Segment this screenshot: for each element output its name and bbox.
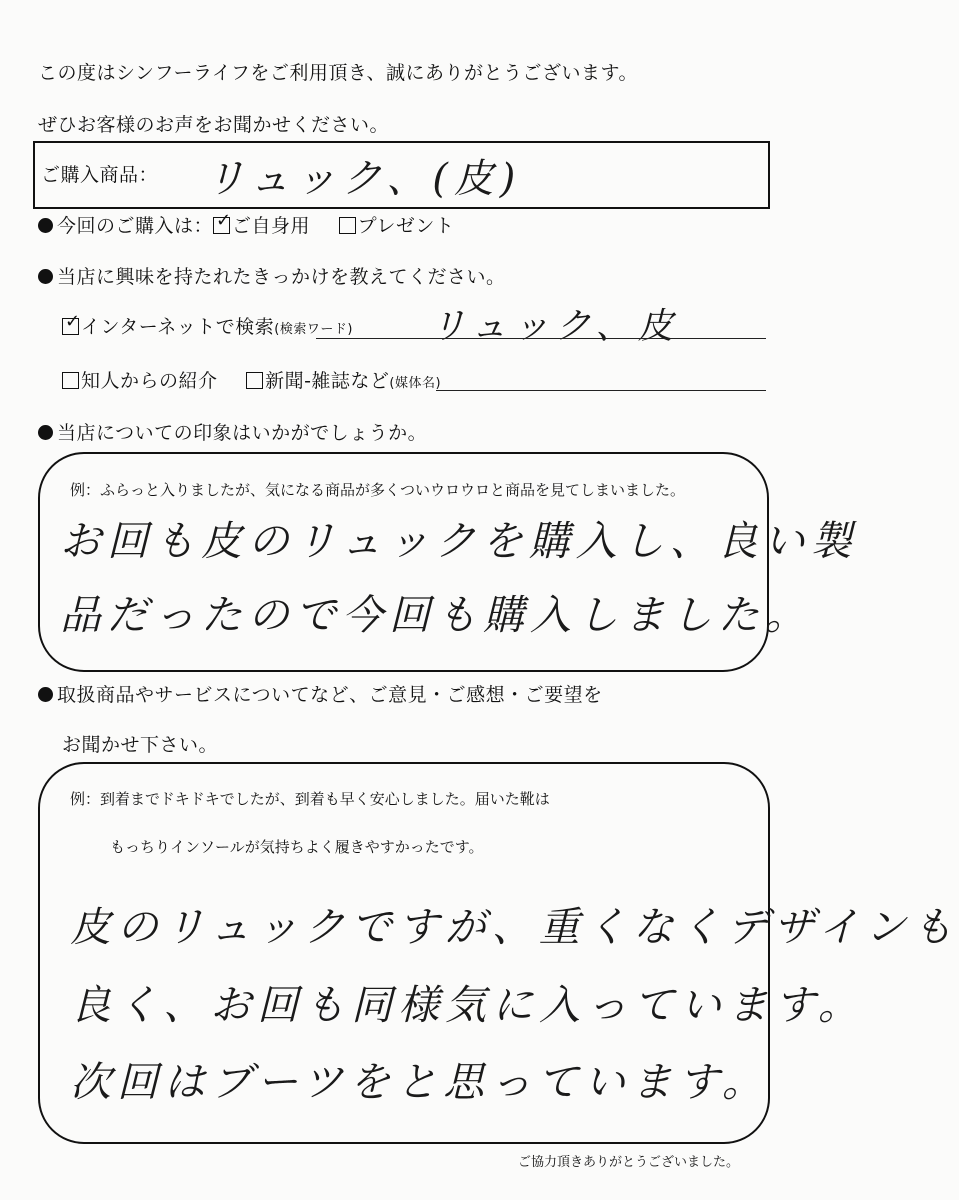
feedback-answer-line-2: 良く、お回も同様気に入っています。 xyxy=(70,981,865,1029)
feedback-answer-line-1: 皮のリュックですが、重くなくデザインも xyxy=(70,903,959,951)
intro-line-2: ぜひお客様のお声をお聞かせください。 xyxy=(38,114,390,136)
checkmark-icon: ✓ xyxy=(65,311,81,332)
media-label: 新聞‐雑誌など xyxy=(265,370,390,392)
internet-label: インターネットで検索 xyxy=(81,316,275,338)
self-use-checkbox[interactable] xyxy=(213,210,232,234)
gift-label: プレゼント xyxy=(357,215,455,237)
internet-checkbox[interactable] xyxy=(62,311,81,335)
trigger-question-row xyxy=(38,262,506,289)
product-value[interactable]: リュック、(皮) xyxy=(205,156,522,202)
impression-box[interactable] xyxy=(38,452,858,672)
impression-answer-line-2: 品だったので今回も購入しました。 xyxy=(60,591,812,639)
closing-text: ご協力頂きありがとうございました。 xyxy=(518,1155,740,1170)
friend-checkbox[interactable] xyxy=(62,372,79,389)
product-box xyxy=(33,141,770,209)
impression-question: 当店についての印象はいかがでしょうか。 xyxy=(57,422,428,444)
bullet-icon xyxy=(38,218,53,233)
self-use-label: ご自身用 xyxy=(232,215,311,237)
media-underline xyxy=(436,390,766,391)
friend-row xyxy=(62,366,441,393)
purchase-row xyxy=(38,211,454,238)
feedback-example-line-1: 例：到着までドキドキでしたが、到着も早く安心しました。届いた靴は xyxy=(70,790,550,808)
gift-checkbox[interactable] xyxy=(339,217,356,234)
bullet-icon xyxy=(38,425,53,440)
keyword-label: (検索ワード) xyxy=(274,322,353,337)
checkmark-icon: ✓ xyxy=(216,210,232,231)
purchase-question: 今回のご購入は： xyxy=(57,215,214,237)
impression-answer-line-1: お回も皮のリュックを購入し、良い製 xyxy=(60,517,858,565)
impression-question-row xyxy=(38,418,427,445)
feedback-box[interactable] xyxy=(38,762,959,1144)
product-label: ご購入商品： xyxy=(41,164,159,186)
feedback-question-line-1: 取扱商品やサービスについてなど、ご意見・ご感想・ご要望を xyxy=(57,684,603,706)
impression-example: 例：ふらっと入りましたが、気になる商品が多くついウロウロと商品を見てしまいました。 xyxy=(70,481,686,499)
keyword-underline xyxy=(316,338,766,339)
media-checkbox[interactable] xyxy=(246,372,263,389)
keyword-value[interactable]: リュック、皮 xyxy=(430,306,680,347)
friend-label: 知人からの紹介 xyxy=(81,370,218,392)
feedback-answer-line-3: 次回はブーツをと思っています。 xyxy=(70,1058,769,1106)
feedback-example-line-2: もっちりインソールが気持ちよく履きやすかったです。 xyxy=(110,838,484,856)
trigger-question: 当店に興味を持たれたきっかけを教えてください。 xyxy=(57,266,506,288)
bullet-icon xyxy=(38,687,53,702)
feedback-question-row xyxy=(38,680,603,707)
feedback-question-line-2: お聞かせ下さい。 xyxy=(62,734,219,756)
internet-row xyxy=(62,312,353,339)
bullet-icon xyxy=(38,269,53,284)
media-name-label: (媒体名) xyxy=(389,376,442,391)
intro-line-1: この度はシンフーライフをご利用頂き、誠にありがとうございます。 xyxy=(38,62,639,84)
